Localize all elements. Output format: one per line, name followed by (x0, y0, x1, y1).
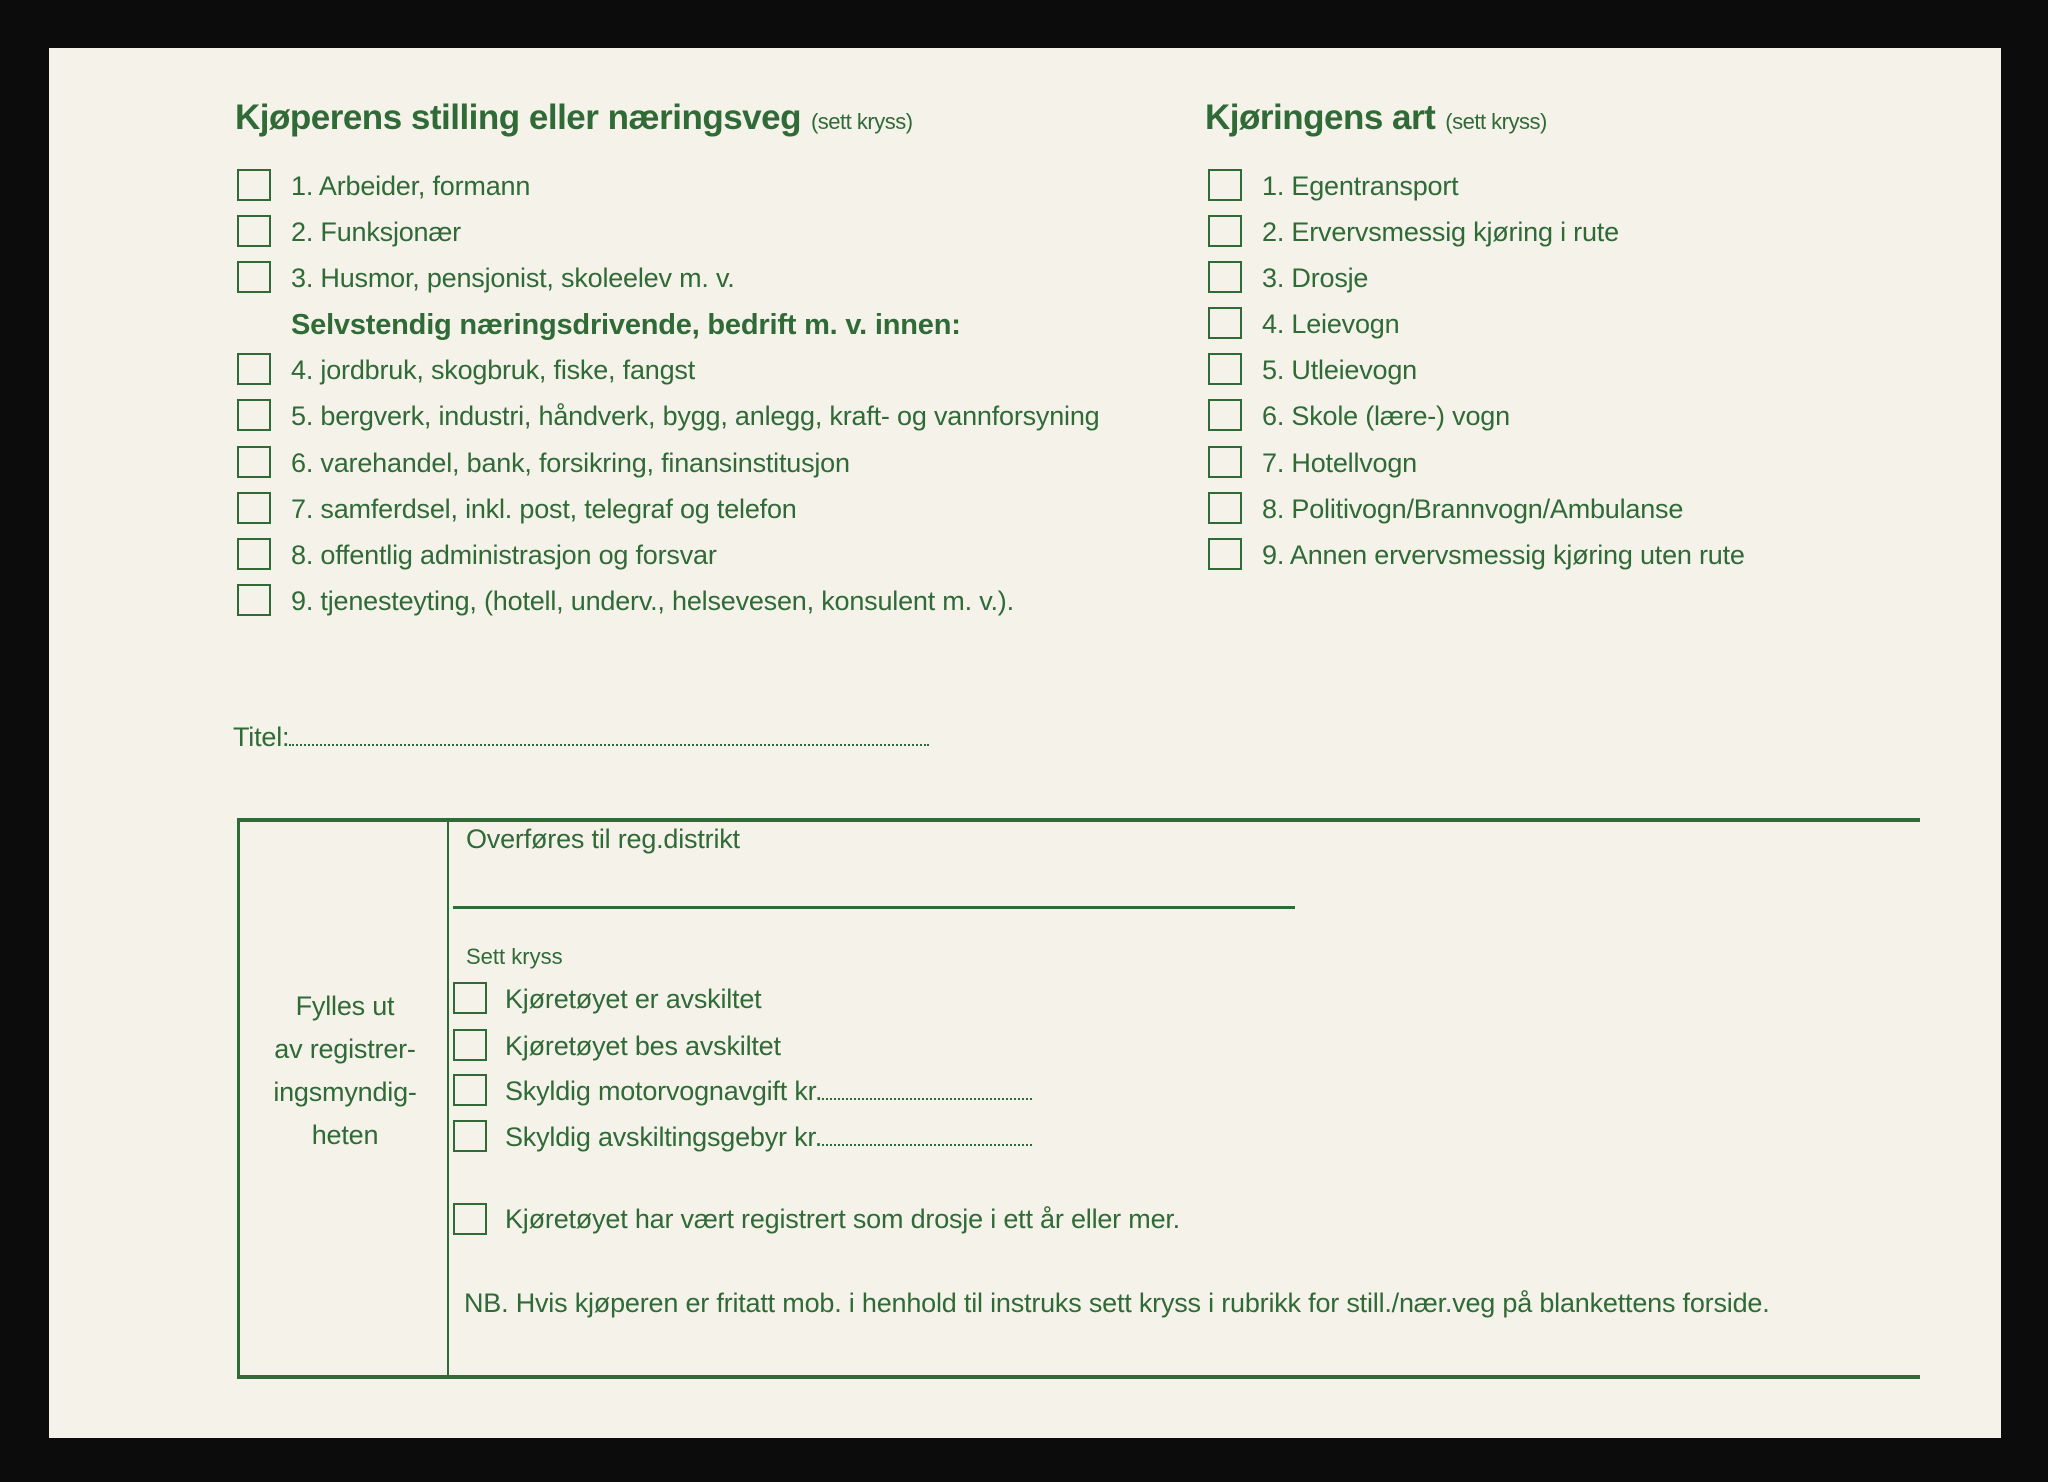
right-section-title (1205, 98, 1547, 138)
checkbox[interactable] (237, 446, 271, 478)
left-section-title (235, 98, 913, 138)
option-label: 8. Politivogn/Brannvogn/Ambulanse (1262, 494, 1684, 524)
checkbox[interactable] (237, 538, 271, 570)
checkbox[interactable] (237, 584, 271, 616)
box-top-border (237, 818, 1920, 822)
check-label: Skyldig avskiltingsgebyr kr. (505, 1122, 1032, 1153)
checkbox[interactable] (237, 215, 271, 247)
box-bottom-border (237, 1375, 1920, 1379)
checkbox[interactable] (1208, 399, 1242, 431)
option-label: 9. Annen ervervsmessig kjøring uten rute (1262, 540, 1745, 570)
amount-field[interactable] (822, 1098, 1032, 1100)
check-label: Kjøretøyet bes avskiltet (505, 1031, 781, 1061)
subheading: Selvstendig næringsdrivende, bedrift m. v. innen: (291, 309, 961, 341)
option-label: 8. offentlig administrasjon og forsvar (291, 540, 717, 570)
amount-field[interactable] (822, 1144, 1032, 1146)
option-label: 2. Funksjonær (291, 217, 461, 247)
check-label: Kjøretøyet er avskiltet (505, 984, 762, 1014)
option-label: 6. varehandel, bank, forsikring, finansinstitusjon (291, 448, 850, 478)
option-label: 3. Drosje (1262, 263, 1369, 293)
checkbox[interactable] (453, 1029, 487, 1061)
check-label: Skyldig motorvognavgift kr. (505, 1076, 1032, 1107)
label-line: heten (311, 1120, 379, 1150)
titel-label: Titel: (233, 722, 290, 752)
checkbox[interactable] (1208, 261, 1242, 293)
label-line: av registrer- (274, 1034, 416, 1064)
drosje-checkbox[interactable] (453, 1203, 487, 1235)
label-line: Fylles ut (295, 991, 395, 1021)
option-label: 7. Hotellvogn (1262, 448, 1417, 478)
transfer-label: Overføres til reg.distrikt (466, 824, 740, 854)
checkbox[interactable] (1208, 446, 1242, 478)
option-label: 2. Ervervsmessig kjøring i rute (1262, 217, 1619, 247)
option-label: 3. Husmor, pensjonist, skoleelev m. v. (291, 263, 735, 293)
checkbox[interactable] (1208, 215, 1242, 247)
checkbox[interactable] (453, 982, 487, 1014)
checkbox[interactable] (1208, 169, 1242, 201)
option-label: 4. jordbruk, skogbruk, fiske, fangst (291, 355, 695, 385)
checkbox[interactable] (237, 261, 271, 293)
option-label: 5. Utleievogn (1262, 355, 1417, 385)
option-label: 4. Leievogn (1262, 309, 1400, 339)
nb-note: NB. Hvis kjøperen er fritatt mob. i henhold til instruks sett kryss i rubrikk for still./nær.veg på blankettens forside. (464, 1288, 1770, 1318)
title-text: Kjøringens art (1205, 98, 1436, 137)
checkbox[interactable] (453, 1074, 487, 1106)
checkbox[interactable] (1208, 492, 1242, 524)
checkbox[interactable] (1208, 307, 1242, 339)
box-left-border (237, 818, 240, 1379)
sett-kryss-label: Sett kryss (466, 944, 563, 969)
checkbox[interactable] (237, 169, 271, 201)
hint-text: (sett kryss) (810, 109, 913, 134)
option-label: 6. Skole (lære-) vogn (1262, 401, 1510, 431)
hint-text: (sett kryss) (1445, 109, 1547, 134)
title-text: Kjøperens stilling eller næringsveg (235, 98, 801, 137)
label-line: ingsmyndig- (273, 1077, 417, 1107)
checkbox[interactable] (237, 353, 271, 385)
checkbox[interactable] (453, 1120, 487, 1152)
checkbox[interactable] (237, 492, 271, 524)
drosje-label: Kjøretøyet har vært registrert som drosje i ett år eller mer. (505, 1204, 1180, 1234)
titel-field[interactable] (233, 722, 929, 753)
option-label: 1. Egentransport (1262, 171, 1459, 201)
checkbox[interactable] (1208, 353, 1242, 385)
registration-authority-label (250, 985, 440, 1157)
transfer-district-input-line[interactable] (453, 906, 1295, 909)
box-divider (447, 818, 449, 1375)
checkbox[interactable] (237, 399, 271, 431)
option-label: 1. Arbeider, formann (291, 171, 531, 201)
checkbox[interactable] (1208, 538, 1242, 570)
option-label: 7. samferdsel, inkl. post, telegraf og telefon (291, 494, 797, 524)
option-label: 5. bergverk, industri, håndverk, bygg, anlegg, kraft- og vannforsyning (291, 401, 1100, 431)
option-label: 9. tjenesteyting, (hotell, underv., helsevesen, konsulent m. v.). (291, 586, 1014, 616)
